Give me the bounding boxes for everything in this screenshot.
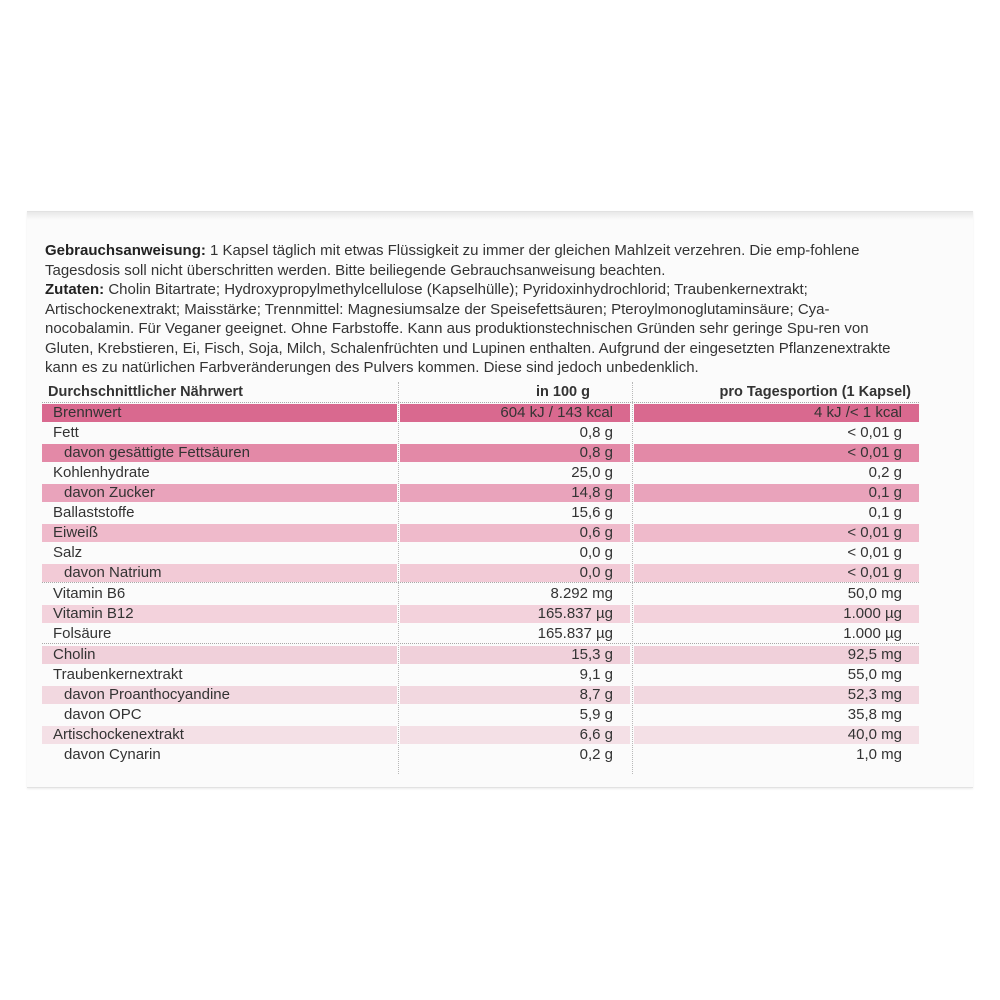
value-per-100g: 9,1 g [579, 666, 613, 683]
value-per-100g: 15,3 g [571, 646, 613, 663]
header-per-dose: pro Tagesportion (1 Kapsel) [719, 384, 911, 400]
table-row [42, 442, 919, 462]
table-row [42, 644, 919, 664]
table-header [42, 382, 919, 402]
value-per-dose: 0,1 g [868, 484, 902, 501]
header-separator [42, 402, 919, 403]
table-row [42, 522, 919, 542]
value-per-100g: 8.292 mg [550, 585, 613, 602]
value-per-100g: 0,6 g [579, 524, 613, 541]
value-per-dose: 40,0 mg [847, 726, 902, 743]
value-per-100g: 14,8 g [571, 484, 613, 501]
table-row [42, 462, 919, 482]
value-per-100g: 15,6 g [571, 504, 613, 521]
value-per-100g: 5,9 g [579, 706, 613, 723]
table-row [42, 502, 919, 522]
nutrient-name: davon Proanthocyandine [64, 686, 230, 703]
table-row [42, 482, 919, 502]
table-row [42, 623, 919, 643]
table-row [42, 422, 919, 442]
value-per-dose: 50,0 mg [847, 585, 902, 602]
value-per-dose: 1.000 µg [843, 605, 902, 622]
table-row [42, 664, 919, 684]
nutrient-name: Ballaststoffe [53, 504, 135, 521]
nutrient-name: davon Zucker [64, 484, 155, 501]
table-row [42, 542, 919, 562]
value-per-100g: 604 kJ / 143 kcal [500, 404, 613, 421]
table-row [42, 583, 919, 603]
value-per-dose: < 0,01 g [847, 424, 902, 441]
ingredients-text: Cholin Bitartrate; Hydroxypropylmethylcellulose (Kapselhülle); Pyridoxinhydrochlorid; Traubenkernextrakt; Artischockenextrakt; Maisstärke; Trennmittel: Magnesiumsalze der Speisefettsäuren; Pteroylmonoglutaminsäure; Cya-nocobalamin. Für Veganer geeignet. Ohne Farbstoffe. Kann aus produktionstechnischen Gründen sehr geringe Spu-ren von Gluten, Krebstieren, Ei, Fisch, Soja, Milch, Schalenfrüchten und Lupinen enthalten. Aufgrund der eingesetzten Pflanzenextrakte kann es zu natürlichen Farbveränderungen des Pulvers kommen. Diese sind jedoch unbedenklich. [45, 281, 891, 376]
value-per-100g: 0,0 g [579, 564, 613, 581]
value-per-dose: < 0,01 g [847, 444, 902, 461]
value-per-100g: 0,8 g [579, 444, 613, 461]
column-divider [632, 382, 633, 774]
value-per-dose: < 0,01 g [847, 564, 902, 581]
value-per-dose: < 0,01 g [847, 544, 902, 561]
nutrient-name: Kohlenhydrate [53, 464, 150, 481]
value-per-dose: 4 kJ /< 1 kcal [814, 404, 902, 421]
nutrient-name: Traubenkernextrakt [53, 666, 183, 683]
nutrient-name: Vitamin B12 [53, 605, 134, 622]
header-per-100g: in 100 g [536, 384, 590, 400]
value-per-dose: 0,1 g [868, 504, 902, 521]
header-nutrient: Durchschnittlicher Nährwert [48, 384, 243, 400]
info-text [45, 241, 915, 378]
table-row [42, 704, 919, 724]
nutrient-name: davon OPC [64, 706, 142, 723]
value-per-100g: 0,2 g [579, 746, 613, 763]
value-per-100g: 165.837 µg [537, 625, 613, 642]
value-per-100g: 165.837 µg [537, 605, 613, 622]
table-row [42, 603, 919, 623]
table-row [42, 744, 919, 764]
value-per-dose: < 0,01 g [847, 524, 902, 541]
usage-text: 1 Kapsel täglich mit etwas Flüssigkeit zu immer der gleichen Mahlzeit verzehren. Die emp-fohlene Tagesdosis soll nicht überschritten werden. Bitte beiliegende Gebrauchsanweisung beachten. [45, 242, 860, 279]
nutrient-name: Eiweiß [53, 524, 99, 541]
nutrient-name: Brennwert [53, 404, 122, 421]
nutrient-name: Salz [53, 544, 83, 561]
ingredients-label: Zutaten: [45, 281, 105, 298]
nutrient-name: davon gesättigte Fettsäuren [64, 444, 250, 461]
usage-label: Gebrauchsanweisung: [45, 242, 206, 259]
table-body [42, 402, 919, 764]
value-per-100g: 6,6 g [579, 726, 613, 743]
nutrient-name: Vitamin B6 [53, 585, 126, 602]
table-row [42, 562, 919, 582]
nutrient-name: Fett [53, 424, 79, 441]
value-per-dose: 55,0 mg [847, 666, 902, 683]
value-per-dose: 35,8 mg [847, 706, 902, 723]
table-row [42, 684, 919, 704]
table-row [42, 724, 919, 744]
value-per-100g: 25,0 g [571, 464, 613, 481]
table-row [42, 402, 919, 422]
nutrient-name: Cholin [53, 646, 96, 663]
nutrient-name: Artischockenextrakt [53, 726, 184, 743]
value-per-dose: 1,0 mg [856, 746, 902, 763]
nutrient-name: davon Cynarin [64, 746, 161, 763]
value-per-dose: 92,5 mg [847, 646, 902, 663]
value-per-dose: 1.000 µg [843, 625, 902, 642]
value-per-dose: 0,2 g [868, 464, 902, 481]
nutrient-name: Folsäure [53, 625, 112, 642]
value-per-100g: 0,8 g [579, 424, 613, 441]
column-divider [398, 382, 399, 774]
value-per-dose: 52,3 mg [847, 686, 902, 703]
value-per-100g: 8,7 g [579, 686, 613, 703]
nutrition-table [42, 382, 919, 764]
nutrient-name: davon Natrium [64, 564, 162, 581]
value-per-100g: 0,0 g [579, 544, 613, 561]
